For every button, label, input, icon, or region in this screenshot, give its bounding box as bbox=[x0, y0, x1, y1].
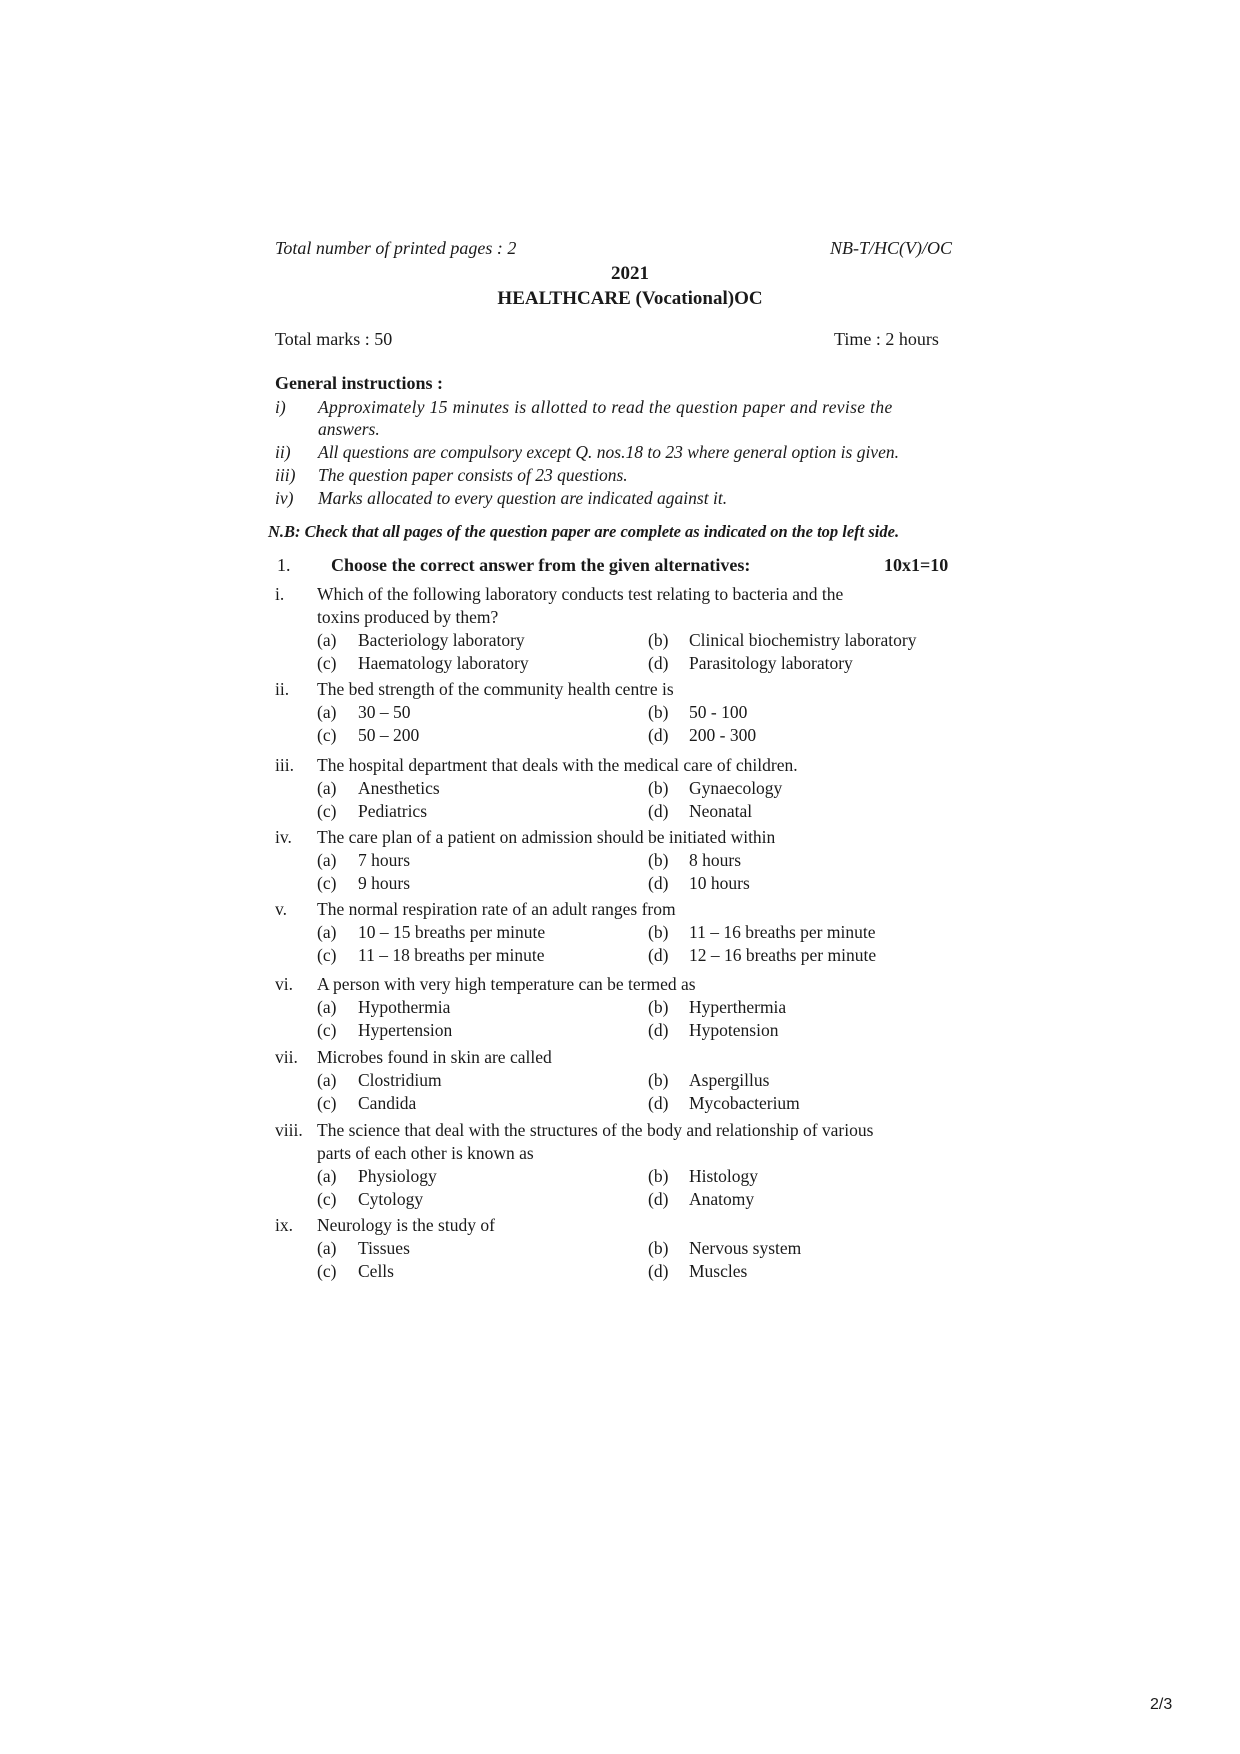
option-letter: (b) bbox=[648, 1238, 669, 1258]
option-letter: (b) bbox=[648, 1070, 669, 1090]
option-text: 10 hours bbox=[689, 873, 750, 893]
option-text: Nervous system bbox=[689, 1238, 802, 1258]
option-text: 200 - 300 bbox=[689, 725, 757, 745]
question-text: The science that deal with the structures of the body and relationship of various bbox=[317, 1120, 874, 1140]
option-text: Cells bbox=[358, 1261, 394, 1281]
question-text: Neurology is the study of bbox=[317, 1215, 495, 1235]
subject-title: HEALTHCARE (Vocational)OC bbox=[497, 288, 763, 309]
option-text: Anesthetics bbox=[358, 778, 440, 798]
option-text: 50 - 100 bbox=[689, 702, 748, 722]
option-text: 8 hours bbox=[689, 850, 742, 870]
nb-note: N.B: Check that all pages of the question paper are complete as indicated on the top left side. bbox=[268, 522, 900, 541]
option-text: Cytology bbox=[358, 1189, 424, 1209]
option-letter: (b) bbox=[648, 630, 669, 650]
option-letter: (d) bbox=[648, 725, 669, 745]
option-letter: (c) bbox=[317, 1020, 337, 1040]
option-text: Mycobacterium bbox=[689, 1093, 800, 1113]
question-text: The bed strength of the community health centre is bbox=[317, 679, 674, 699]
option-letter: (a) bbox=[317, 922, 337, 942]
time-allowed: Time : 2 hours bbox=[834, 329, 939, 349]
question-number: v. bbox=[275, 899, 287, 919]
option-text: 9 hours bbox=[358, 873, 411, 893]
option-text: Hyperthermia bbox=[689, 997, 787, 1017]
option-letter: (a) bbox=[317, 702, 337, 722]
option-text: Aspergillus bbox=[689, 1070, 770, 1090]
option-text: Anatomy bbox=[689, 1189, 755, 1209]
instruction-number: iv) bbox=[275, 488, 294, 508]
option-letter: (b) bbox=[648, 850, 669, 870]
question-text: The normal respiration rate of an adult ranges from bbox=[317, 899, 676, 919]
option-text: 50 – 200 bbox=[358, 725, 420, 745]
option-text: 11 – 18 breaths per minute bbox=[358, 945, 545, 965]
option-letter: (a) bbox=[317, 850, 337, 870]
option-text: Tissues bbox=[358, 1238, 410, 1258]
option-text: 12 – 16 breaths per minute bbox=[689, 945, 877, 965]
option-text: Hypotension bbox=[689, 1020, 779, 1040]
option-text: Pediatrics bbox=[358, 801, 428, 821]
option-letter: (d) bbox=[648, 653, 669, 673]
exam-year: 2021 bbox=[611, 263, 649, 284]
option-text: Hypothermia bbox=[358, 997, 451, 1017]
option-letter: (c) bbox=[317, 1093, 337, 1113]
option-letter: (c) bbox=[317, 801, 337, 821]
question-number: viii. bbox=[275, 1120, 303, 1140]
option-text: Histology bbox=[689, 1166, 759, 1186]
option-letter: (c) bbox=[317, 1261, 337, 1281]
question-text: Which of the following laboratory conducts test relating to bacteria and the bbox=[317, 584, 844, 604]
option-text: 30 – 50 bbox=[358, 702, 411, 722]
question-number: iii. bbox=[275, 755, 294, 775]
option-letter: (c) bbox=[317, 873, 337, 893]
option-letter: (d) bbox=[648, 873, 669, 893]
option-text: 11 – 16 breaths per minute bbox=[689, 922, 876, 942]
option-text: Gynaecology bbox=[689, 778, 783, 798]
option-letter: (d) bbox=[648, 1020, 669, 1040]
question-number: vi. bbox=[275, 974, 293, 994]
option-letter: (a) bbox=[317, 1238, 337, 1258]
option-text: Haematology laboratory bbox=[358, 653, 529, 673]
option-letter: (d) bbox=[648, 1189, 669, 1209]
question-text: parts of each other is known as bbox=[317, 1143, 534, 1163]
question-text: toxins produced by them? bbox=[317, 607, 499, 627]
option-letter: (c) bbox=[317, 653, 337, 673]
instruction-number: ii) bbox=[275, 442, 291, 462]
option-letter: (c) bbox=[317, 945, 337, 965]
instruction-number: iii) bbox=[275, 465, 296, 485]
option-letter: (b) bbox=[648, 702, 669, 722]
option-letter: (b) bbox=[648, 778, 669, 798]
section-number: 1. bbox=[277, 555, 291, 575]
page-number: 2/3 bbox=[1150, 1696, 1173, 1713]
option-letter: (b) bbox=[648, 922, 669, 942]
option-letter: (a) bbox=[317, 630, 337, 650]
option-letter: (d) bbox=[648, 945, 669, 965]
total-marks: Total marks : 50 bbox=[275, 329, 393, 349]
paper-code: NB-T/HC(V)/OC bbox=[830, 238, 953, 258]
option-text: Hypertension bbox=[358, 1020, 453, 1040]
option-text: 7 hours bbox=[358, 850, 411, 870]
option-letter: (d) bbox=[648, 1093, 669, 1113]
section-title: Choose the correct answer from the given alternatives: bbox=[331, 555, 751, 575]
question-text: Microbes found in skin are called bbox=[317, 1047, 552, 1067]
question-text: The hospital department that deals with the medical care of children. bbox=[317, 755, 798, 775]
question-text: The care plan of a patient on admission should be initiated within bbox=[317, 827, 776, 847]
option-text: Clinical biochemistry laboratory bbox=[689, 630, 917, 650]
instruction-number: i) bbox=[275, 397, 286, 417]
question-number: ii. bbox=[275, 679, 290, 699]
total-pages-note: Total number of printed pages : 2 bbox=[275, 238, 517, 258]
option-text: 10 – 15 breaths per minute bbox=[358, 922, 546, 942]
instruction-text: Marks allocated to every question are indicated against it. bbox=[318, 488, 728, 508]
question-number: i. bbox=[275, 584, 285, 604]
option-letter: (c) bbox=[317, 1189, 337, 1209]
option-letter: (d) bbox=[648, 1261, 669, 1281]
option-letter: (a) bbox=[317, 997, 337, 1017]
option-text: Parasitology laboratory bbox=[689, 653, 853, 673]
question-text: A person with very high temperature can be termed as bbox=[317, 974, 696, 994]
option-letter: (a) bbox=[317, 1070, 337, 1090]
instructions-title: General instructions : bbox=[275, 373, 443, 393]
section-marks: 10x1=10 bbox=[884, 555, 949, 575]
option-text: Physiology bbox=[358, 1166, 437, 1186]
option-letter: (b) bbox=[648, 1166, 669, 1186]
option-text: Candida bbox=[358, 1093, 417, 1113]
option-letter: (d) bbox=[648, 801, 669, 821]
question-number: vii. bbox=[275, 1047, 298, 1067]
question-number: iv. bbox=[275, 827, 292, 847]
option-text: Clostridium bbox=[358, 1070, 442, 1090]
instruction-text: answers. bbox=[318, 419, 380, 439]
option-letter: (b) bbox=[648, 997, 669, 1017]
question-number: ix. bbox=[275, 1215, 293, 1235]
instruction-text: The question paper consists of 23 questions. bbox=[318, 465, 628, 485]
option-letter: (a) bbox=[317, 778, 337, 798]
option-letter: (a) bbox=[317, 1166, 337, 1186]
instruction-text: All questions are compulsory except Q. nos.18 to 23 where general option is given. bbox=[318, 442, 899, 462]
option-text: Bacteriology laboratory bbox=[358, 630, 525, 650]
instruction-text: Approximately 15 minutes is allotted to read the question paper and revise the bbox=[318, 397, 893, 417]
option-letter: (c) bbox=[317, 725, 337, 745]
option-text: Neonatal bbox=[689, 801, 753, 821]
option-text: Muscles bbox=[689, 1261, 748, 1281]
